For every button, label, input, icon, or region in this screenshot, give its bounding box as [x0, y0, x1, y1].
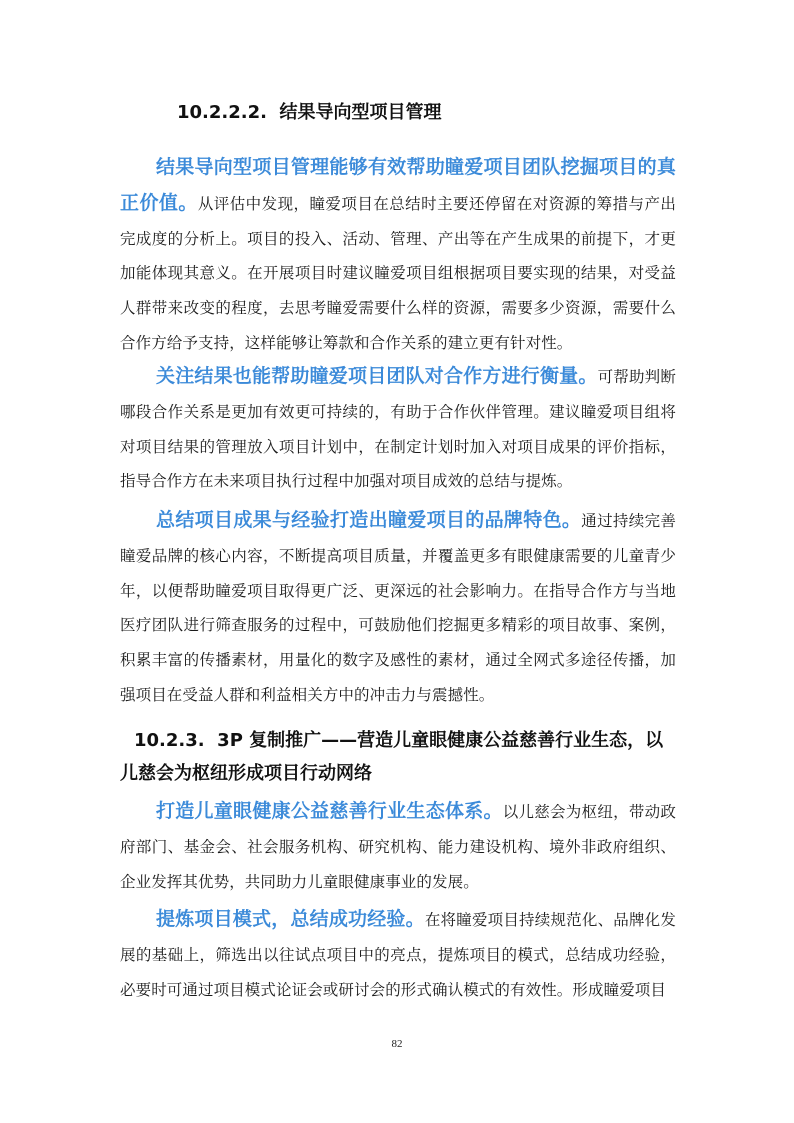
lead-sentence: 总结项目成果与经验打造出瞳爱项目的品牌特色。 [156, 509, 582, 531]
paragraph-brand-features [120, 503, 676, 713]
section-title: 结果导向型项目管理 [279, 102, 442, 123]
paragraph-partner-evaluation [120, 359, 676, 499]
paragraph-model-extraction [120, 902, 676, 1007]
section-heading-10-2-2-2 [177, 98, 442, 124]
paragraph-body: 从评估中发现，瞳爱项目在总结时主要还停留在对资源的筹措与产出完成度的分析上。项目的投入、活动、管理、产出等在产生成果的前提下，才更加能体现其意义。在开展项目时建议瞳爱项目组根据项目要实现的结果，对受益人群带来改变的程度，去思考瞳爱需要什么样的资源，需要多少资源，需要什么合作方给予支持，这样能够让筹款和合作关系的建立更有针对性。 [120, 194, 676, 352]
page-number: 82 [391, 1038, 403, 1050]
section-number: 10.2.3. [134, 730, 205, 751]
paragraph-body: 通过持续完善瞳爱品牌的核心内容，不断提高项目质量，并覆盖更多有眼健康需要的儿童青少年，以便帮助瞳爱项目取得更广泛、更深远的社会影响力。在指导合作方与当地医疗团队进行筛查服务的过程中，可鼓励他们挖掘更多精彩的项目故事、案例，积累丰富的传播素材，用量化的数字及感性的素材，通过全网式多途径传播，加强项目在受益人群和利益相关方中的冲击力与震撼性。 [120, 512, 676, 704]
lead-sentence: 关注结果也能帮助瞳爱项目团队对合作方进行衡量。 [156, 365, 598, 387]
section-heading-10-2-3 [120, 724, 676, 790]
paragraph-body: 在将瞳爱项目持续规范化、品牌化发展的基础上，筛选出以往试点项目中的亮点，提炼项目的模式，总结成功经验，必要时可通过项目模式论证会或研讨会的形式确认模式的有效性。形成瞳爱项目 [120, 911, 676, 999]
section-number: 10.2.2.2. [177, 102, 267, 123]
section-title: 3P 复制推广——营造儿童眼健康公益慈善行业生态，以儿慈会为枢纽形成项目行动网络 [120, 730, 664, 784]
paragraph-body: 以儿慈会为枢纽，带动政府部门、基金会、社会服务机构、研究机构、能力建设机构、境外非政府组织、企业发挥其优势，共同助力儿童眼健康事业的发展。 [120, 803, 676, 891]
paragraph-ecosystem [120, 794, 676, 899]
lead-sentence: 提炼项目模式，总结成功经验。 [156, 908, 425, 930]
paragraph-results-oriented [120, 150, 676, 361]
paragraph-body: 可帮助判断哪段合作关系是更加有效更可持续的，有助于合作伙伴管理。建议瞳爱项目组将对项目结果的管理放入项目计划中，在制定计划时加入对项目成果的评价指标，指导合作方在未来项目执行过程中加强对项目成效的总结与提炼。 [120, 368, 676, 491]
lead-sentence: 结果导向型项目管理能够有效帮助瞳爱项目团队挖掘项目的真正价值。 [120, 156, 676, 214]
lead-sentence: 打造儿童眼健康公益慈善行业生态体系。 [156, 800, 503, 822]
